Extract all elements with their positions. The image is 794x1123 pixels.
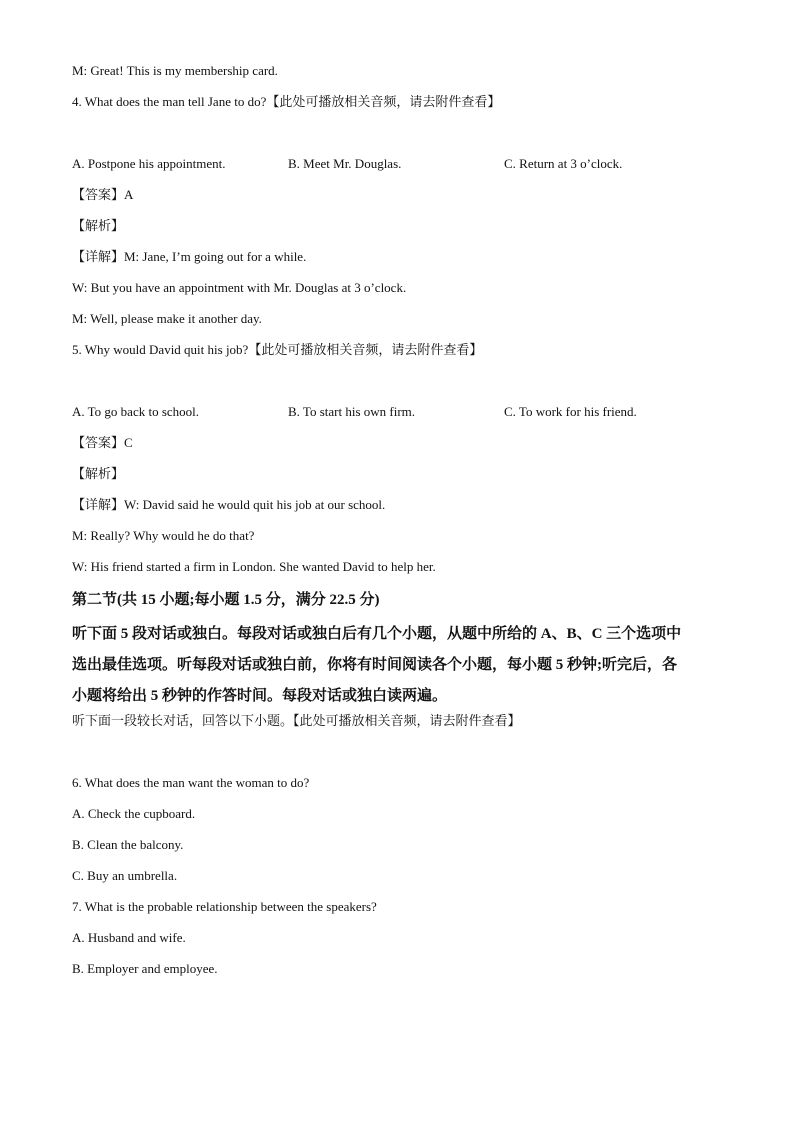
section-instructions: 听下面 5 段对话或独白。每段对话或独白后有几个小题，从题中所给的 A、B、C 三个选项中 [72, 626, 682, 642]
dialog-line: W: His friend started a firm in London. She wanted David to help her. [72, 559, 436, 574]
question-7: 7. What is the probable relationship between the speakers? [72, 899, 377, 914]
spacer [72, 372, 732, 403]
spacer [72, 124, 732, 155]
spacer [72, 743, 732, 774]
option-b: B. Clean the balcony. [72, 837, 184, 852]
option-a: A. Check the cupboard. [72, 806, 196, 821]
question-4-options [72, 155, 732, 186]
analysis-label: 【解析】 [72, 466, 125, 481]
section-instructions: 小题将给出 5 秒钟的作答时间。每段对话或独白读两遍。 [72, 688, 448, 704]
option-a: A. Postpone his appointment. [72, 156, 226, 171]
dialog-intro: 听下面一段较长对话，回答以下小题。【此处可播放相关音频，请去附件查看】 [72, 713, 521, 728]
option-a: A. To go back to school. [72, 404, 200, 419]
dialog-line: M: Well, please make it another day. [72, 311, 262, 326]
dialog-line: W: But you have an appointment with Mr. Douglas at 3 o’clock. [72, 280, 407, 295]
detail-line: 【详解】M: Jane, I’m going out for a while. [72, 249, 307, 264]
analysis-label: 【解析】 [72, 218, 125, 233]
option-c: C. Return at 3 o’clock. [504, 156, 623, 171]
question-4: 4. What does the man tell Jane to do?【此处可播放相关音频，请去附件查看】 [72, 94, 501, 109]
question-6: 6. What does the man want the woman to do? [72, 775, 310, 790]
option-a: A. Husband and wife. [72, 930, 186, 945]
section-instructions: 选出最佳选项。听每段对话或独白前，你将有时间阅读各个小题，每小题 5 秒钟;听完后，各 [72, 657, 677, 673]
dialog-line: M: Great! This is my membership card. [72, 63, 278, 78]
document-page [72, 62, 732, 991]
question-5-options [72, 403, 732, 434]
option-c: C. To work for his friend. [504, 404, 637, 419]
section-title: 第二节(共 15 小题;每小题 1.5 分，满分 22.5 分) [72, 592, 380, 608]
option-b: B. Meet Mr. Douglas. [288, 156, 402, 171]
answer-label: 【答案】C [72, 435, 133, 450]
option-b: B. Employer and employee. [72, 961, 218, 976]
option-c: C. Buy an umbrella. [72, 868, 178, 883]
answer-label: 【答案】A [72, 187, 134, 202]
dialog-line: M: Really? Why would he do that? [72, 528, 255, 543]
option-b: B. To start his own firm. [288, 404, 416, 419]
question-5: 5. Why would David quit his job?【此处可播放相关音频，请去附件查看】 [72, 342, 483, 357]
detail-line: 【详解】W: David said he would quit his job at our school. [72, 497, 386, 512]
